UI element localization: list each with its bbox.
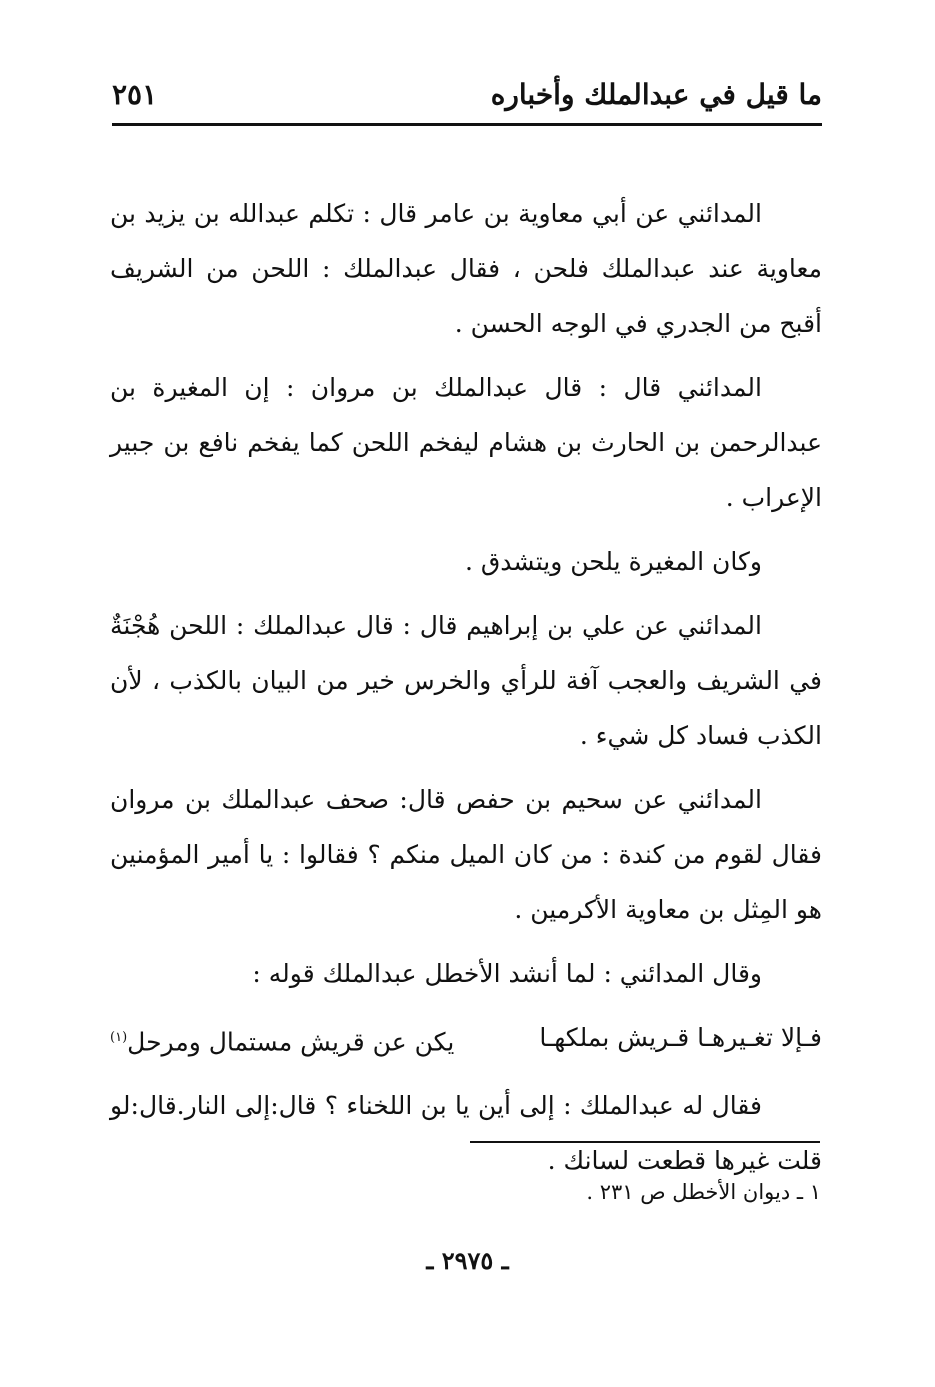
closing-paragraph: فقال له عبدالملك : إلى أين يا بن اللخناء ؟ قال:إلى النار.قال:لو قلت غيرها قطعت لسانك . [110, 1091, 822, 1176]
running-title: ما قيل في عبدالملك وأخباره [490, 78, 822, 111]
header-rule [112, 123, 822, 126]
paragraph-1: المدائني عن أبي معاوية بن عامر قال : تكلم عبدالله بن يزيد بن معاوية عند عبدالملك فلحن ، فقال عبدالملك : اللحن من الشريف أقبح من الجدري في الوجه الحسن . [110, 199, 822, 338]
footnote: ١ ـ ديوان الأخطل ص ٢٣١ . [586, 1180, 821, 1204]
paragraph-3: وكان المغيرة يلحن ويتشدق . [465, 547, 762, 576]
page-number-bottom: ـ ٢٩٧٥ ـ [426, 1246, 509, 1275]
body-text [110, 186, 822, 1197]
verse-second-hemistich-text: يكن عن قريش مستمال ومرحل [127, 1027, 455, 1057]
footnote-rule [470, 1141, 820, 1143]
verse-first-hemistich: فـإلا تغـيرهـا قـريش بملكهـا [539, 1023, 822, 1052]
page-header [112, 72, 822, 124]
paragraph-4: المدائني عن علي بن إبراهيم قال : قال عبدالملك : اللحن هُجْنَةٌ في الشريف والعجب آفة للرأي والخرس خير من البيان بالكذب ، لأن الكذب فساد كل شيء . [110, 611, 822, 750]
page-number-top: ٢٥١ [112, 78, 158, 111]
verse-second-hemistich [110, 1010, 454, 1069]
paragraph-6: وقال المدائني : لما أنشد الأخطل عبدالملك قوله : [252, 959, 762, 988]
footnote-marker: (١) [110, 1030, 128, 1045]
poetry-verse [110, 1010, 822, 1069]
paragraph-5: المدائني عن سحيم بن حفص قال: صحف عبدالملك بن مروان فقال لقوم من كندة : من كان الميل منكم ؟ فقالوا : يا أمير المؤمنين هو المِثل بن معاوية الأكرمين . [110, 785, 822, 924]
paragraph-2: المدائني قال : قال عبدالملك بن مروان : إن المغيرة بن عبدالرحمن بن الحارث بن هشام ليفخم اللحن كما يفخم نافع بن جبير الإعراب . [110, 373, 822, 512]
